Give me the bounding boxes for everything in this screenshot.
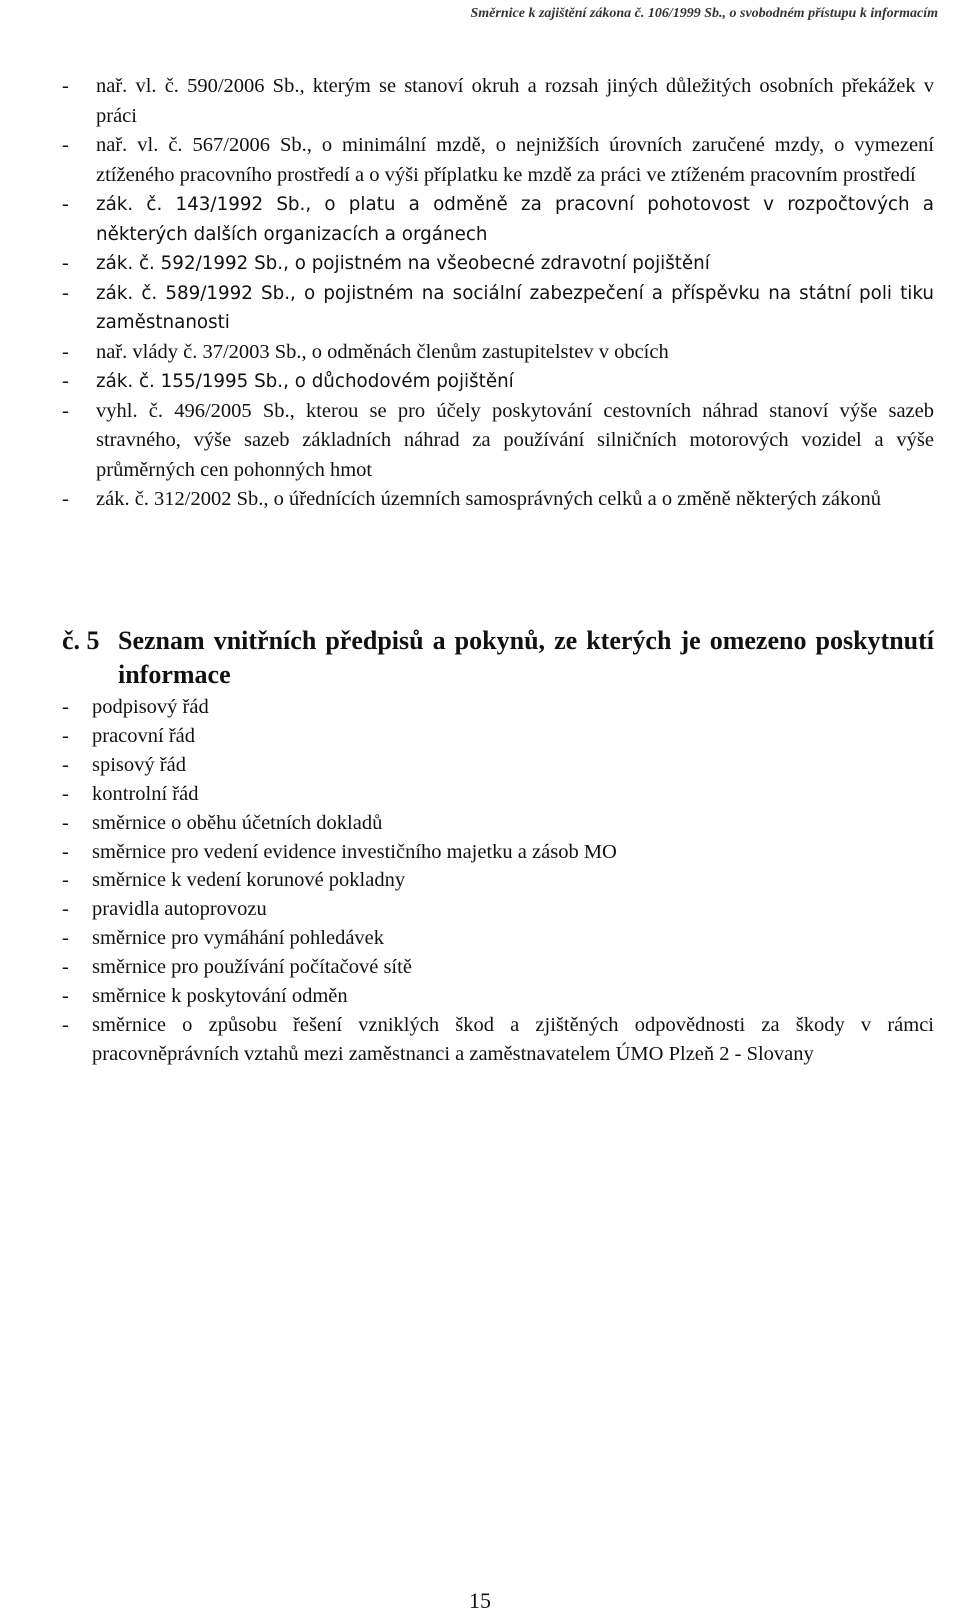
- law-list-item: [62, 485, 934, 515]
- list-dash: -: [62, 370, 69, 392]
- law-list-item: [62, 190, 934, 249]
- law-list-item: [62, 249, 934, 279]
- list-dash: -: [62, 927, 69, 950]
- legislation-list: [62, 72, 934, 515]
- list-dash: -: [62, 399, 69, 422]
- directive-text: spisový řád: [92, 753, 186, 776]
- law-text: zák. č. 589/1992 Sb., o pojistném na sociální zabezpečení a příspěvku na státní poli tiku zaměstnanosti: [96, 282, 934, 333]
- section-number: č. 5: [62, 626, 100, 655]
- law-list-item: [62, 279, 934, 338]
- law-list-item: [62, 72, 934, 131]
- list-dash: -: [62, 753, 69, 776]
- list-dash: -: [62, 985, 69, 1008]
- directive-text: směrnice k poskytování odměn: [92, 985, 348, 1008]
- directive-list-item: [62, 895, 934, 924]
- directive-list-item: [62, 1011, 934, 1069]
- directive-list-item: [62, 982, 934, 1011]
- running-header: Směrnice k zajištění zákona č. 106/1999 Sb., o svobodném přístupu k informacím: [470, 6, 938, 21]
- list-dash: -: [62, 811, 69, 834]
- directive-list-item: [62, 838, 934, 867]
- list-dash: -: [62, 134, 69, 156]
- directive-text: směrnice pro vedení evidence investičního majetku a zásob MO: [92, 840, 617, 863]
- list-dash: -: [62, 75, 69, 97]
- law-text: nař. vl. č. 567/2006 Sb., o minimální mzdě, o nejnižších úrovních zaručené mzdy, o vymezení ztíženého pracovního prostředí a o výši příplatku ke mzdě za práci ve ztíženém pracovním prostředí: [96, 134, 934, 186]
- list-dash: -: [62, 782, 69, 805]
- directive-list-item: [62, 780, 934, 809]
- list-dash: -: [62, 840, 69, 863]
- list-dash: -: [62, 340, 69, 363]
- list-dash: -: [62, 1013, 69, 1036]
- law-text: nař. vlády č. 37/2003 Sb., o odměnách členům zastupitelstev v obcích: [96, 340, 669, 363]
- directive-list-item: [62, 722, 934, 751]
- list-dash: -: [62, 281, 69, 304]
- directive-text: směrnice o způsobu řešení vzniklých škod a zjištěných odpovědnosti za škody v rámci pracovněprávních vztahů mezi zaměstnanci a zaměstnavatelem ÚMO Plzeň 2 - Slovany: [92, 1013, 934, 1065]
- list-dash: -: [62, 696, 69, 718]
- directive-list-item: [62, 924, 934, 953]
- directive-list-item: [62, 751, 934, 780]
- directive-list-item: [62, 866, 934, 895]
- list-dash: -: [62, 193, 69, 215]
- directive-text: směrnice k vedení korunové pokladny: [92, 869, 406, 892]
- page-number: 15: [469, 1588, 491, 1613]
- law-list-item: [62, 367, 934, 397]
- list-dash: -: [62, 488, 69, 510]
- directive-text: kontrolní řád: [92, 782, 199, 805]
- directive-text: směrnice pro používání počítačové sítě: [92, 956, 412, 979]
- list-dash: -: [62, 956, 69, 979]
- law-text: nař. vl. č. 590/2006 Sb., kterým se stanoví okruh a rozsah jiných důležitých osobních překážek v práci: [96, 75, 934, 127]
- law-text: vyhl. č. 496/2005 Sb., kterou se pro účely poskytování cestovních náhrad stanoví výše sazeb stravného, výše sazeb základních náhrad za používání silničních motorových vozidel a výše průměrných cen pohonných hmot: [96, 399, 934, 481]
- law-list-item: [62, 131, 934, 190]
- list-dash: -: [62, 869, 69, 892]
- directive-text: pracovní řád: [92, 724, 196, 747]
- directive-text: směrnice o oběhu účetních dokladů: [92, 811, 383, 834]
- law-list-item: [62, 338, 934, 368]
- directive-list-item: [62, 809, 934, 838]
- directives-list: [62, 693, 934, 1069]
- list-dash: -: [62, 898, 69, 921]
- list-dash: -: [62, 724, 69, 747]
- directive-text: podpisový řád: [92, 696, 209, 718]
- law-text: zák. č. 592/1992 Sb., o pojistném na všeobecné zdravotní pojištění: [96, 253, 710, 274]
- law-text: zák. č. 143/1992 Sb., o platu a odměně za pracovní pohotovost v rozpočtových a některých dalších organizacích a orgánech: [96, 194, 934, 245]
- directive-list-item: [62, 693, 934, 722]
- directive-text: pravidla autoprovozu: [92, 898, 267, 921]
- directive-list-item: [62, 953, 934, 982]
- law-text: zák. č. 312/2002 Sb., o úřednících územních samosprávných celků a o změně některých zákonů: [96, 488, 881, 510]
- section-heading: [62, 624, 934, 692]
- directive-text: směrnice pro vymáhání pohledávek: [92, 927, 385, 950]
- law-list-item: [62, 397, 934, 486]
- section-title: Seznam vnitřních předpisů a pokynů, ze kterých je omezeno poskytnutí informace: [118, 626, 934, 689]
- list-dash: -: [62, 252, 69, 274]
- law-text: zák. č. 155/1995 Sb., o důchodovém pojištění: [96, 371, 514, 392]
